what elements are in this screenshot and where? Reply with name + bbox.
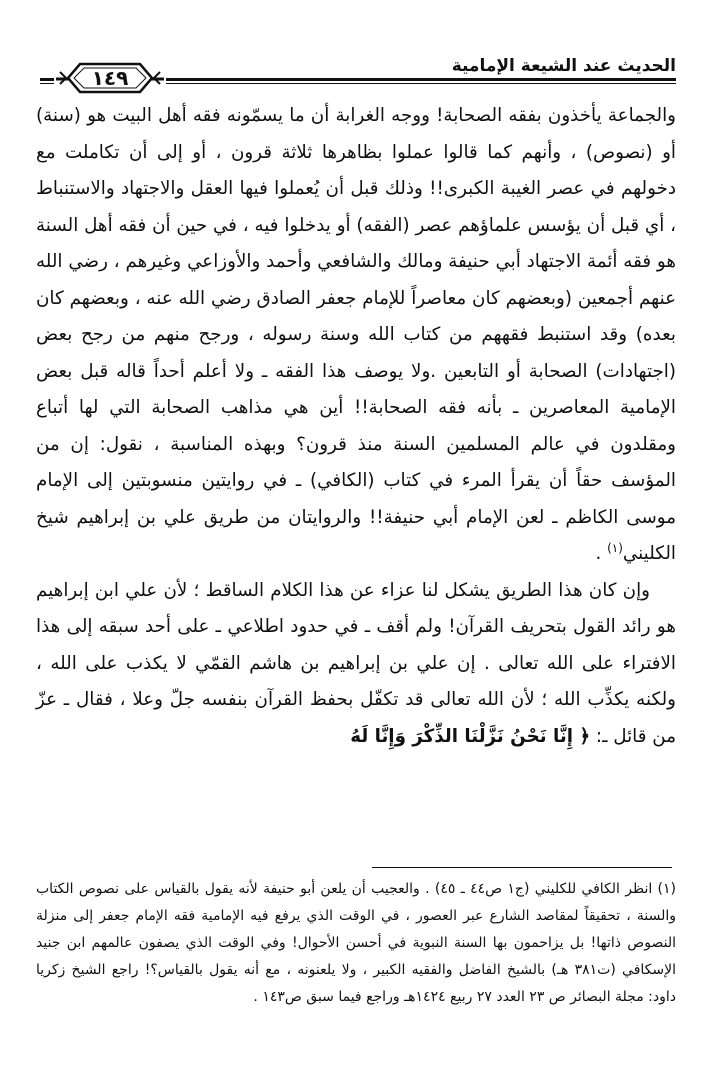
paragraph-1-text: والجماعة يأخذون بفقه الصحابة! ووجه الغرابة أن ما يسمّونه فقه أهل البيت هو (سنة) أو (نصوص) ، وأنهم كما قالوا عملوا بظاهرها ثلاثة قرون ، أو إلى أن تكاملت مع دخولهم في عصر الغيبة الكبرى!! وذلك قبل أن يُعملوا فيها العقل والاجتهاد والاستنباط ، أي قبل أن يؤسس علماؤهم عصر (الفقه) أو يدخلوا فيه ، في حين أن فقه أهل السنة هو فقه أئمة الاجتهاد أبي حنيفة ومالك والشافعي وأحمد والأوزاعي وغيرهم ، رضي الله عنهم أجمعين (وبعضهم كان معاصراً للإمام جعفر الصادق رضي الله عنه ، وبعضهم كان بعده) وقد استنبط فقههم من كتاب الله وسنة رسوله ، ورجح منهم من رجح بعض (اجتهادات) الصحابة أو التابعين .ولا يوصف هذا الفقه ـ ولا أعلم أحداً قاله قبل بعض الإمامية المعاصرين ـ بأنه فقه الصحابة!! أين هي مذاهب الصحابة التي لها أتباع ومقلدون في عالم المسلمين السنة منذ قرون؟ وبهذه المناسبة ، نقول: إن من المؤسف حقاً أن يقرأ المرء في كتاب (الكافي) ـ في روايتين منسوبتين إلى الإمام موسى الكاظم ـ لعن الإمام أبي حنيفة!! والروايتان من طريق علي بن إبراهيم شيخ الكليني [36,105,676,564]
footnote-divider [372,867,672,868]
paragraph-1 [36,98,676,573]
paragraph-1-end: . [595,543,608,564]
page-number-ornament [54,60,166,96]
paragraph-2-text: وإن كان هذا الطريق يشكل لنا عزاء عن هذا الكلام الساقط ؛ لأن علي ابن إبراهيم هو رائد القول بتحريف القرآن! ولم أقف ـ في حدود اطلاعي ـ على أحد سبقه إلى هذا الافتراء على الله تعالى . إن علي بن إبراهيم بن هاشم القمّي لا يكذب على الله ، ولكنه يكذِّب الله ؛ لأن الله تعالى قد تكفّل بحفظ القرآن بنفسه جلّ وعلا ، فقال ـ عزّ من قائل ـ: [36,579,676,747]
page-header [40,52,676,102]
footnote-1: (١) انظر الكافي للكليني (ج١ ص٤٤ ـ ٤٥) . والعجيب أن يلعن أبو حنيفة لأنه يقول بالقياس على نصوص الكتاب والسنة ، تحقيقاً لمقاصد الشارع عبر العصور ، في الوقت الذي يرفع فيه الإمامية فقه الإمام جعفر إلى منزلة النصوص ذاتها! بل يزاحمون بها السنة النبوية في أحسن الأحوال! وفي الوقت الذي يصفون عالمهم ابن جنيد الإسكافي (ت٣٨١ هـ) بالشيخ الفاضل والفقيه الكبير ، ولا يلعنونه ، مع أنه يقول بالقياس؟! راجع الشيخ زكريا داود: مجلة البصائر ص ٢٣ العدد ٢٧ ربيع ١٤٢٤هـ وراجع فيما سبق ص١٤٣ . [36,881,676,1005]
footnote-reference: (١) [607,540,623,555]
paragraph-2 [36,573,676,756]
running-title: الحديث عند الشيعة الإمامية [442,56,676,76]
body-text [36,98,676,755]
page-number: ١٤٩ [91,66,129,90]
quran-quote: ﴿ إِنَّا نَحْنُ نَزَّلْنَا الذِّكْرَ وَإِنَّا لَهُ [350,725,591,747]
footnotes [36,876,676,1011]
